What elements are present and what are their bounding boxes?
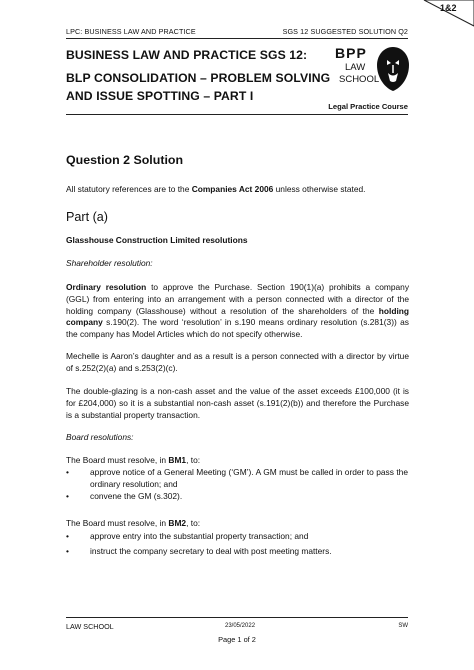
footer-left: LAW SCHOOL [66,622,114,631]
mechelle-paragraph: Mechelle is Aaron’s daughter and as a result is a person connected with a director by virtue of s.252(2)(a) and s.253(2)(c). [66,351,409,373]
statutory-note: All statutory references are to the Companies Act 2006 unless otherwise stated. [66,184,366,194]
corner-tag-label: 1&2 [440,3,457,13]
header-left: LPC: BUSINESS LAW AND PRACTICE [66,27,196,36]
title-rule [66,114,408,115]
bm1-intro: The Board must resolve, in BM1, to: [66,455,201,465]
bullet-icon: • [66,467,69,477]
section-heading: Glasshouse Construction Limited resolutions [66,235,248,245]
bm1-item-1: approve notice of a General Meeting (‘GM’). A GM must be called in order to pass the ordinary resolution; and [90,467,408,489]
double-glazing-paragraph: The double-glazing is a non-cash asset and the value of the asset exceeds £100,000 (it is for £204,000) so it is a substantial non-cash asset (s.191(2)(b)) and therefore the Purchase is a substantial property transaction. [66,386,409,420]
footer-right: SW [398,623,408,629]
course-label: Legal Practice Course [328,102,408,111]
bm2-item-2: instruct the company secretary to deal with post meeting matters. [90,546,332,556]
title-line-3: AND ISSUE SPOTTING – PART I [66,89,254,103]
bullet-icon: • [66,491,69,501]
question-heading: Question 2 Solution [66,153,184,167]
shareholder-heading: Shareholder resolution: [66,258,153,268]
ordinary-resolution-paragraph: Ordinary resolution to approve the Purchase. Section 190(1)(a) prohibits a company (GGL) from entering into an arrangement with a person connected with a director of the holding company (Glasshouse) without a resolution of the shareholders of the holding company s.190(2). The word ‘resolution’ in s.190 means ordinary resolution (s.281(3)) as the company has Model Articles which do not specify otherwise. [66,282,410,340]
board-heading: Board resolutions: [66,432,134,442]
title-line-1: BUSINESS LAW AND PRACTICE SGS 12: [66,48,308,62]
corner-tag [416,0,474,28]
bm1-item-2: convene the GM (s.302). [90,491,183,501]
bm2-intro: The Board must resolve, in BM2, to: [66,518,201,528]
part-heading: Part (a) [66,210,108,224]
footer-date: 23/05/2022 [225,623,256,629]
bullet-icon: • [66,531,69,541]
lion-icon [375,46,411,92]
bm2-item-1: approve entry into the substantial property transaction; and [90,531,309,541]
page-number: Page 1 of 2 [218,635,256,644]
footer-rule [66,617,408,618]
bpp-law-school-logo: BPP LAW SCHOOL [335,46,413,92]
header-right: SGS 12 SUGGESTED SOLUTION Q2 [282,27,408,36]
header-rule [66,38,408,39]
bullet-icon: • [66,546,69,556]
title-line-2: BLP CONSOLIDATION – PROBLEM SOLVING [66,71,331,85]
document-title [66,46,330,105]
